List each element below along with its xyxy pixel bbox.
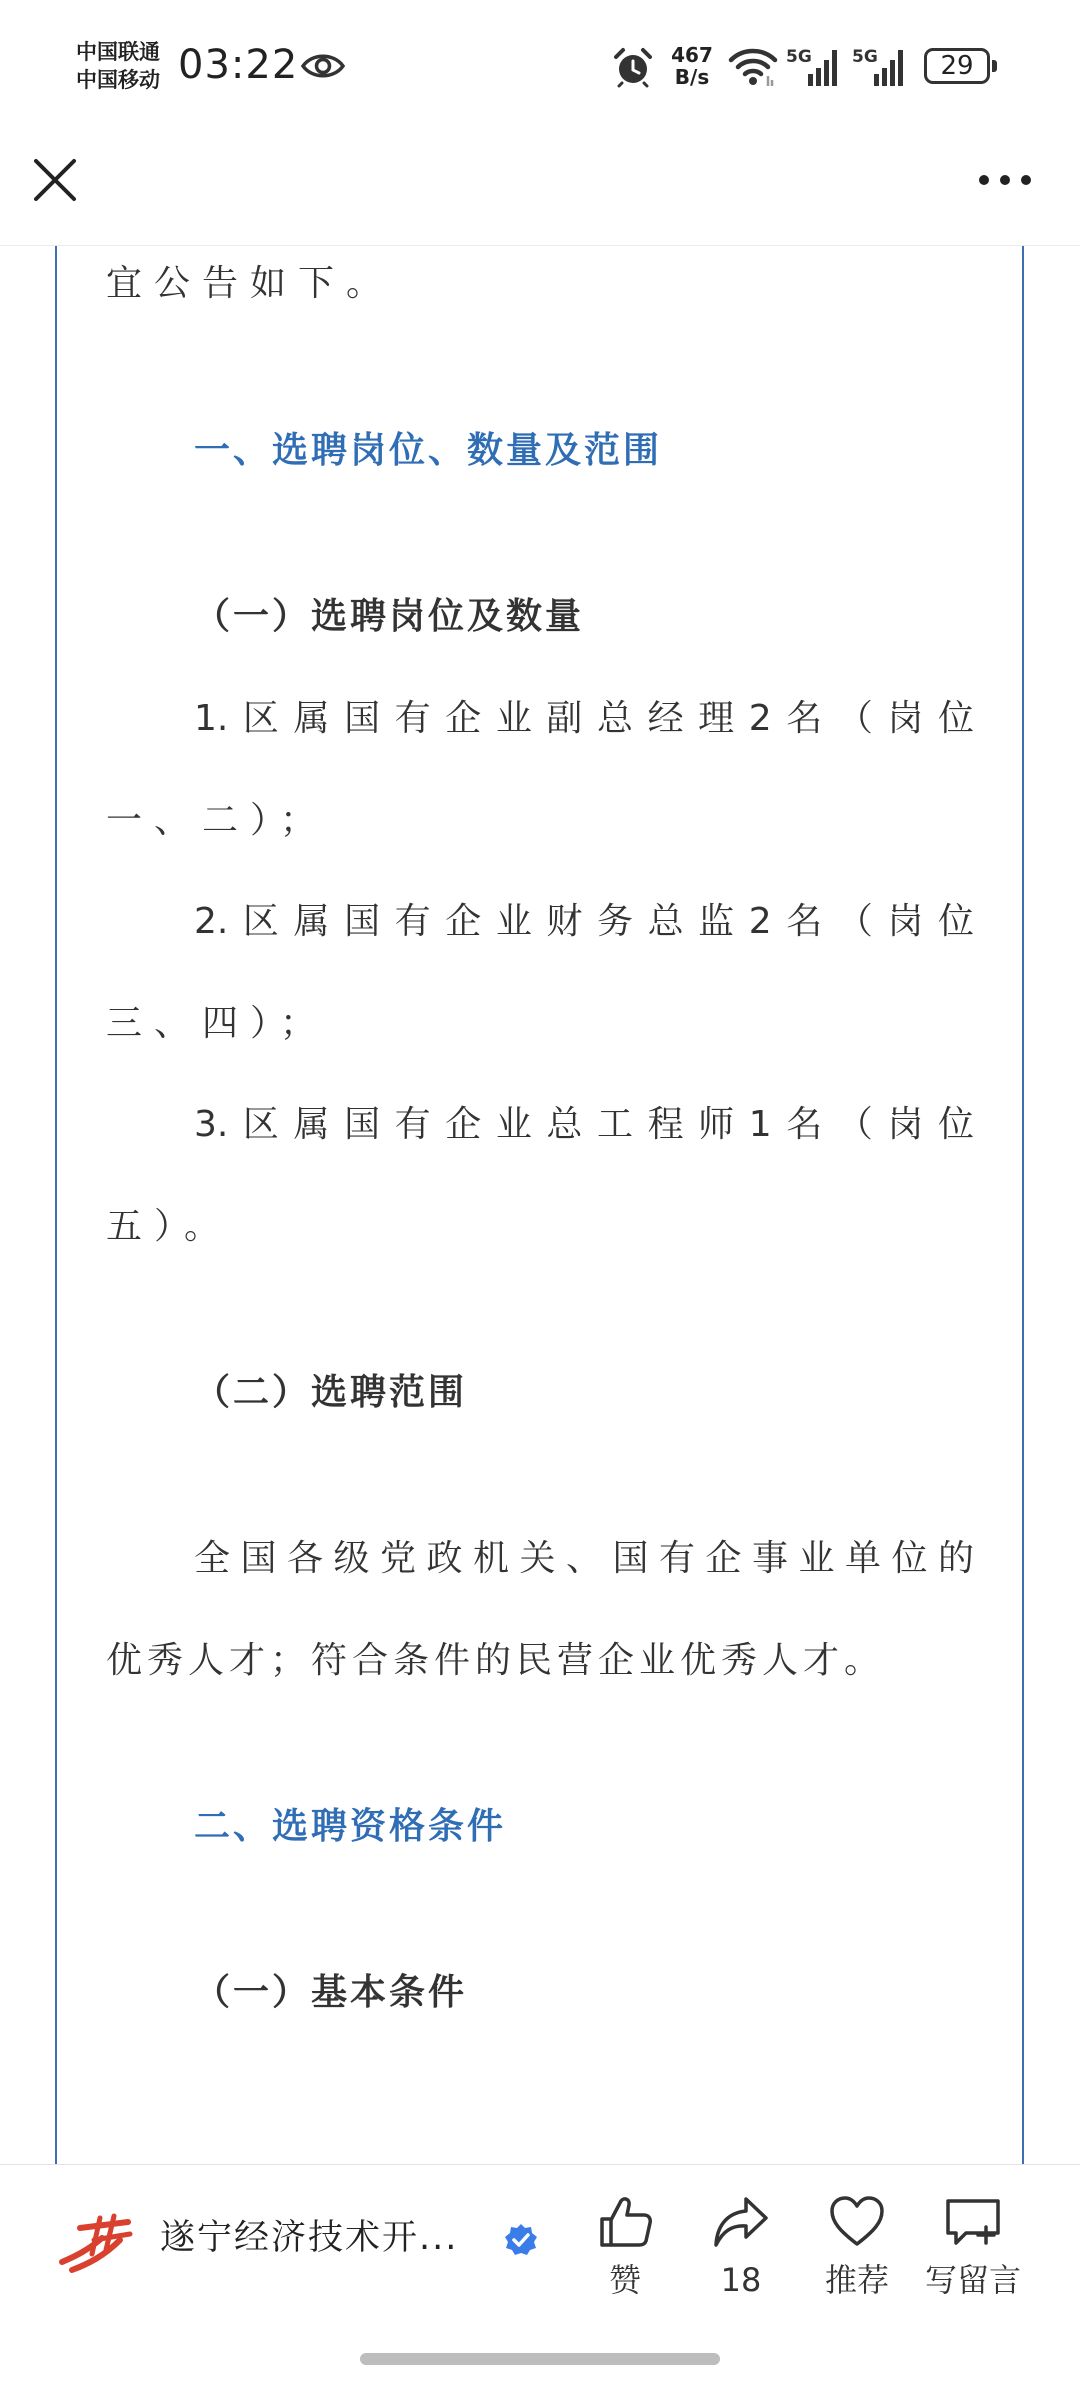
comment-label: 写留言 [924, 2261, 1021, 2299]
top-toolbar [0, 135, 1080, 246]
share-icon [712, 2193, 770, 2251]
comment-add-icon [944, 2193, 1002, 2251]
article-line: 3.区属国有企业总工程师1名（岗位 [194, 1104, 974, 1145]
signal-2-label: 5G [852, 47, 878, 67]
signal-strength-icon-1 [786, 44, 844, 90]
wifi-icon [728, 46, 778, 88]
network-speed-value: 467 [671, 43, 713, 67]
alarm-icon [612, 46, 654, 88]
article-line: 一、二）； [106, 800, 329, 841]
article-line: 优秀人才；符合条件的民营企业优秀人才。 [106, 1640, 886, 1681]
more-horizontal-icon[interactable] [970, 157, 1040, 203]
account-logo[interactable] [58, 2210, 134, 2276]
article-line: 全国各级党政机关、国有企事业单位的 [194, 1538, 974, 1579]
eye-icon [300, 50, 346, 82]
subsection-heading: （一）基本条件 [194, 1972, 468, 2013]
account-name[interactable]: 遂宁经济技术开... [160, 2218, 459, 2258]
subsection-heading: （一）选聘岗位及数量 [194, 596, 585, 637]
like-label: 赞 [608, 2261, 641, 2299]
write-comment-button[interactable] [918, 2193, 1028, 2323]
home-indicator[interactable] [360, 2353, 720, 2365]
article-line: 三、四）； [106, 1003, 329, 1044]
recommend-button[interactable] [802, 2193, 912, 2323]
verified-badge-icon [503, 2222, 539, 2258]
article-line: 2.区属国有企业财务总监2名（岗位 [194, 901, 974, 942]
network-speed-unit: B/s [674, 65, 710, 89]
recommend-label: 推荐 [824, 2261, 889, 2299]
section-heading-2: 二、选聘资格条件 [194, 1806, 507, 1847]
thumbs-up-icon [596, 2193, 654, 2251]
share-button[interactable] [686, 2193, 796, 2323]
article-content [0, 246, 1080, 2164]
article-line: 宜公告如下。 [106, 263, 395, 304]
subsection-heading: （二）选聘范围 [194, 1372, 468, 1413]
signal-strength-icon-2 [852, 44, 910, 90]
section-heading-1: 一、选聘岗位、数量及范围 [194, 430, 663, 471]
share-count: 18 [720, 2261, 762, 2299]
article-line: 五）。 [106, 1206, 233, 1247]
network-speed [666, 44, 718, 88]
carrier-1: 中国联通 [76, 40, 160, 64]
carrier-2: 中国移动 [76, 68, 160, 92]
bottom-action-bar [0, 2164, 1080, 2393]
status-bar [0, 0, 1080, 135]
signal-1-label: 5G [786, 47, 812, 67]
battery-indicator: 29 [924, 48, 990, 84]
battery-tip [992, 60, 997, 72]
article-line: 1.区属国有企业副总经理2名（岗位 [194, 698, 974, 739]
like-button[interactable] [570, 2193, 680, 2323]
carrier-names [76, 38, 160, 94]
status-time: 03:22 [178, 42, 299, 88]
heart-icon [828, 2193, 886, 2251]
close-icon[interactable] [30, 155, 80, 205]
